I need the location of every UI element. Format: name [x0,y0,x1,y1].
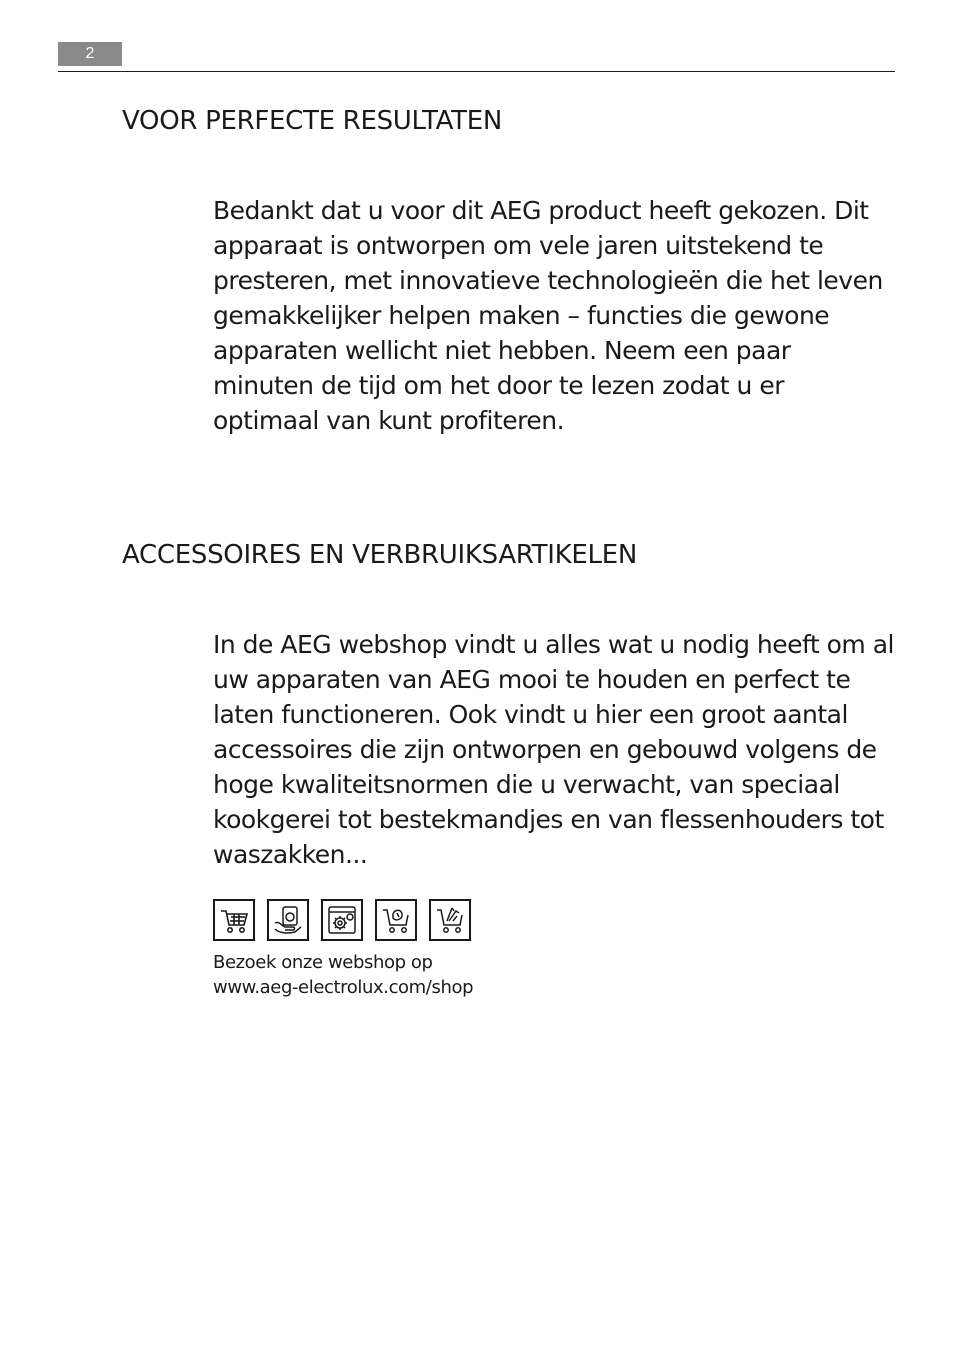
page-number: 2 [58,42,122,66]
webshop-icon-row [213,899,471,941]
section-heading-accessories: ACCESSOIRES EN VERBRUIKSARTIKELEN [122,540,637,570]
cart-tools-icon [429,899,471,941]
header-divider [58,71,895,72]
webshop-url: www.aeg-electrolux.com/shop [213,977,474,998]
cart-accessory-icon [375,899,417,941]
accessories-paragraph: In de AEG webshop vindt u alles wat u nodig heeft om al uw apparaten van AEG mooi te houden en perfect te laten functioneren. Ook vindt u hier een groot aantal accessoires die zijn ontworpen en gebouwd volgens de hoge kwaliteitsnormen die u verwacht, van speciaal kookgerei tot bestekmandjes en van flessenhouders tot waszakken... [213,630,894,869]
gear-service-icon [321,899,363,941]
section-heading-results: VOOR PERFECTE RESULTATEN [122,106,502,136]
webshop-visit-label: Bezoek onze webshop op [213,952,433,973]
intro-paragraph: Bedankt dat u voor dit AEG product heeft gekozen. Dit apparaat is ontworpen om vele jaren uitstekend te presteren, met innovatieve technologieën die het leven gemakkelijker helpen maken – functies die gewone apparaten wellicht niet hebben. Neem een paar minuten de tijd om het door te lezen zodat u er optimaal van kunt profiteren. [213,196,883,435]
shopping-cart-icon [213,899,255,941]
hand-care-icon [267,899,309,941]
webshop-note [213,950,473,1000]
